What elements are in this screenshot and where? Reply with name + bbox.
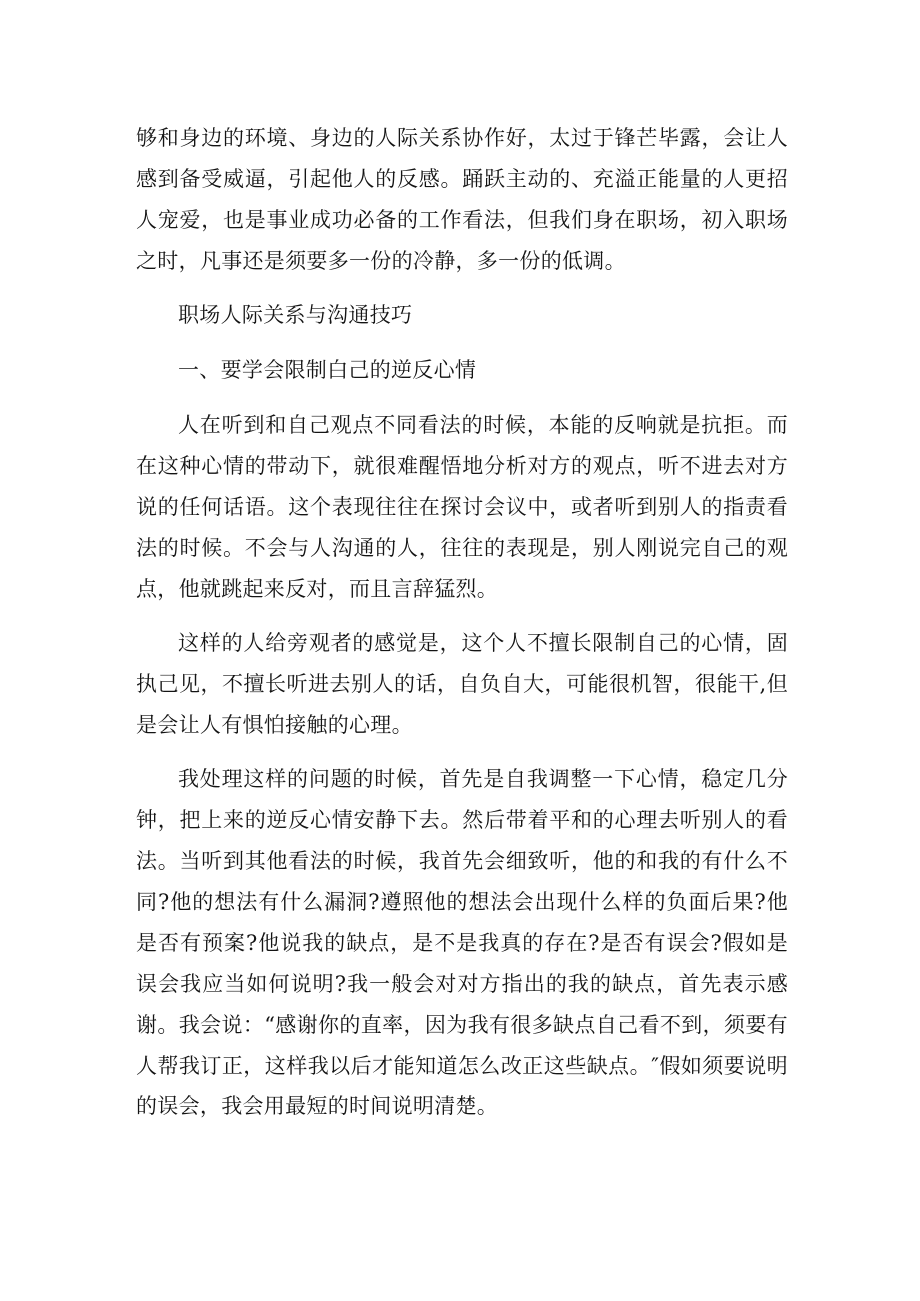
paragraph-handling-approach: 我处理这样的问题的时候，首先是自我调整一下心情，稳定几分钟，把上来的逆反心情安静下去。然后带着平和的心理去听别人的看法。当听到其他看法的时候，我首先会细致听，他的和我的有什么不同?他的想法有什么漏洞?遵照他的想法会出现什么样的负面后果?他是否有预案?他说我的缺点，是不是我真的存在?是否有误会?假如是误会我应当如何说明?我一般会对对方指出的我的缺点，首先表示感谢。我会说：“感谢你的直率，因为我有很多缺点自己看不到，须要有人帮我订正，这样我以后才能知道怎么改正这些缺点。″假如须要说明的误会，我会用最短的时间说明清楚。 <box>136 767 788 1119</box>
paragraph-resistance: 人在听到和自己观点不同看法的时候，本能的反响就是抗拒。而在这种心情的带动下，就很难醒悟地分析对方的观点，听不进去对方说的任何话语。这个表现往往在探讨会议中，或者听到别人的指责看法的时候。不会与人沟通的人，往往的表现是，别人刚说完自己的观点，他就跳起来反对，而且言辞猛烈。 <box>136 412 788 601</box>
paragraph-observer-impression: 这样的人给旁观者的感觉是，这个人不擅长限制自己的心情，固执己见，不擅长听进去别人的话，自负自大，可能很机智，很能干,但是会让人有惧怕接触的心理。 <box>136 630 788 737</box>
document-body <box>136 118 788 1141</box>
section-title: 职场人际关系与沟通技巧 <box>178 303 413 328</box>
subsection-heading: 一、要学会限制白己的逆反心情 <box>178 358 477 383</box>
paragraph-continuation: 够和身边的环境、身边的人际关系协作好，太过于锋芒毕露，会让人感到备受威逼，引起他人的反感。踊跃主动的、充溢正能量的人更招人宠爱，也是事业成功必备的工作看法，但我们身在职场，初入职场之时，凡事还是须要多一份的冷静，多一份的低调。 <box>136 126 788 273</box>
